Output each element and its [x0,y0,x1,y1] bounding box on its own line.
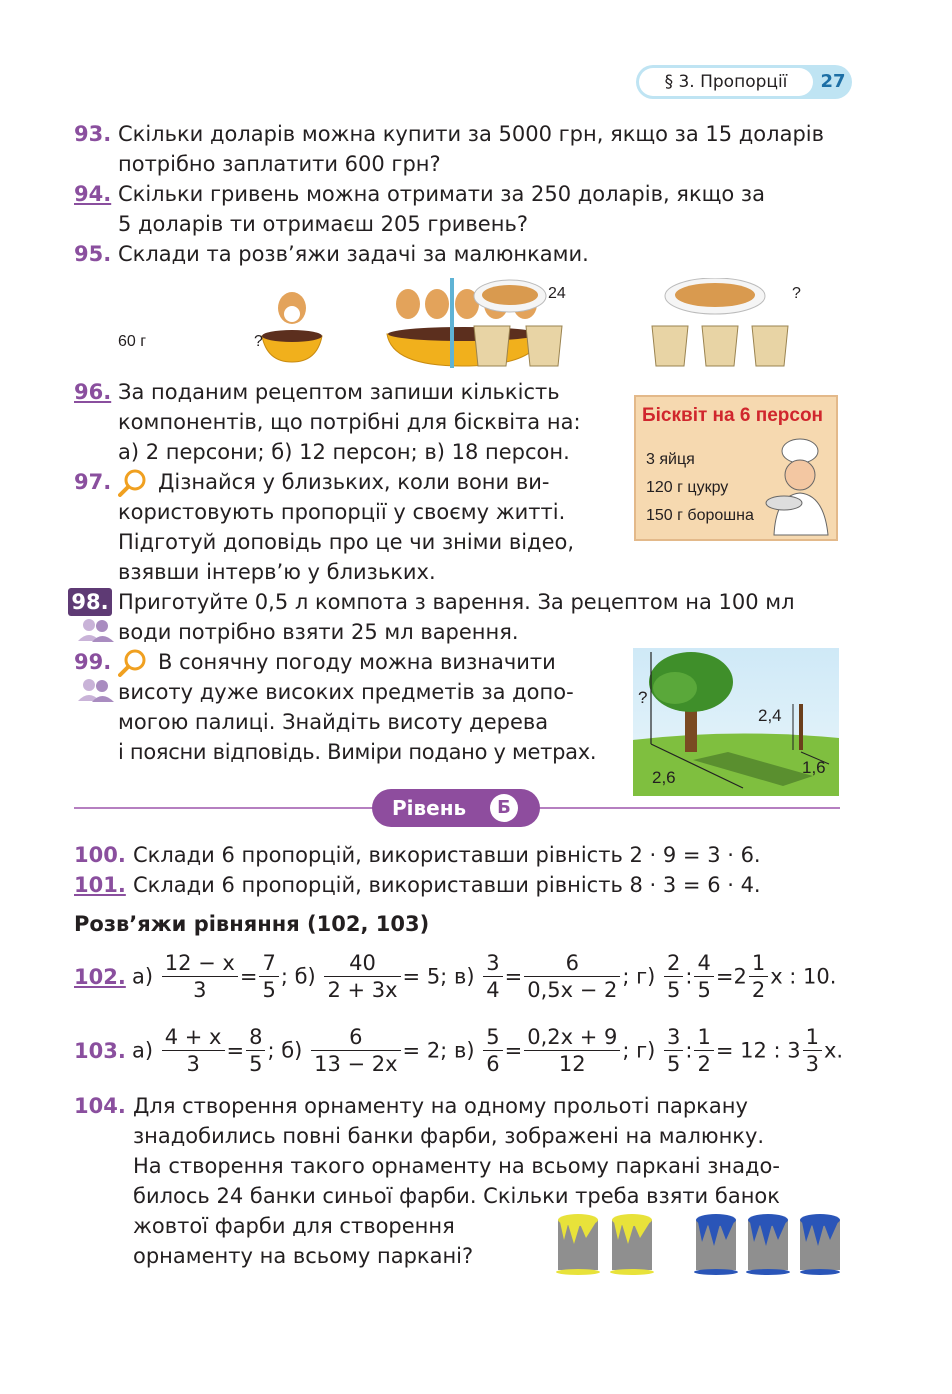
denominator: 13 − 2x [311,1050,400,1077]
group-work-icon [76,617,116,643]
eq-label: в) [453,964,475,989]
fraction [162,950,238,1003]
problem-95-line1: Склади та розв’яжи задачі за малюнками. [118,242,589,266]
stick-height-label: 2,4 [758,706,782,725]
fraction [259,950,278,1003]
yellow-paint-can-icon [556,1214,600,1275]
problem-97-line3: Підготуй доповідь про це чи зніми відео, [118,530,575,554]
numerator: 6 [349,1025,363,1049]
eq-tail: x. [824,1038,844,1063]
page-header [636,65,852,99]
numerator: 7 [262,951,276,975]
problem-104-line6: орнаменту на всьому паркані? [133,1244,474,1268]
problem-94-line1: Скільки гривень можна отримати за 250 доларів, якщо за [118,182,765,206]
problem-104-line3: На створення такого орнаменту на всьому паркані знадо- [133,1154,780,1178]
eq-label: а) [132,1038,154,1063]
fraction [664,950,683,1003]
problem-99-line4: і поясни відповідь. Виміри подано у метрах. [118,740,597,764]
denominator: 3 [803,1050,822,1077]
group-work-icon [76,677,116,703]
denominator: 5 [664,1050,683,1077]
numerator: 4 + x [164,1025,222,1049]
problem-number-98: 98. [68,588,112,616]
recipe-item: 120 г цукру [646,479,729,496]
problem-99-line1: В сонячну погоду можна визначити [158,650,556,674]
hamster-label-1: 60 г [118,333,147,350]
magnifier-icon [118,649,148,677]
magnifier-icon [118,469,148,497]
fraction [483,950,502,1003]
denominator: 5 [694,976,713,1003]
yellow-paint-can-icon [610,1214,654,1275]
problem-96-line2: компонентів, що потрібні для бісквіта на: [118,410,581,434]
section-title: § 3. Пропорції [639,68,813,96]
numerator: 0,2x + 9 [527,1025,618,1049]
denominator: 2 [694,1050,713,1077]
problem-100-text: Склади 6 пропорцій, використавши рівність 2 · 9 = 3 · 6. [133,843,761,867]
chef-icon [762,437,836,537]
eq-rhs: = 2; [402,1038,448,1063]
recipe-item: 3 яйця [646,451,695,468]
numerator: 1 [751,951,766,975]
problem-97-line4: взявши інтерв’ю у близьких. [118,560,436,584]
problem-94-line2: 5 доларів ти отримаєш 205 гривень? [118,212,528,236]
blue-paint-can-icon [746,1214,790,1275]
problem-number-102[interactable]: 102. [74,965,126,989]
problem-number-95: 95. [74,242,112,266]
numerator: 1 [805,1025,819,1049]
problem-95-illustration [112,278,842,372]
numerator: 8 [249,1025,263,1049]
recipe-item: 150 г борошна [646,507,754,524]
hamster-label-2: ? [254,333,263,350]
problem-96-line3: а) 2 персони; б) 12 персон; в) 18 персон. [118,440,570,464]
problem-number-103: 103. [74,1039,126,1063]
eq-label: в) [453,1038,475,1063]
blue-paint-can-icon [694,1214,738,1275]
problem-99-line2: висоту дуже високих предметів за допо- [118,680,574,704]
equations-103: а) $\frac{4 + x}{3}$ = $\frac{8}{5}$ ; б) $\frac{6}{13 - 2x}$ = 2; в) $\frac{5}{6}$ = $\frac{0,2x + 9}{12}$ ; г) $\frac{3}{5}$ : $\frac{1}{2}$ = 12 : 3 $\frac{1}{3}$ x. [132,1025,844,1076]
fraction [246,1024,265,1077]
fraction [324,950,400,1003]
page-number: 27 [820,71,846,92]
eq-label: ; б) [267,1038,303,1063]
numerator: 2 [667,951,681,975]
denominator: 6 [483,1050,502,1077]
denominator: 0,5x − 2 [524,976,620,1003]
recipe-card [634,395,838,541]
problem-98-line2: води потрібно взяти 25 мл варення. [118,620,519,644]
fraction [311,1024,400,1077]
denominator: 5 [664,976,683,1003]
stick-shadow-label: 1,6 [802,758,826,777]
problem-104-line2: знадобились повні банки фарби, зображені на малюнку. [133,1124,765,1148]
problem-number-97: 97. [74,470,112,494]
eq-tail: x : 10. [770,964,837,989]
section-heading: Розв’яжи рівняння (102, 103) [74,912,430,936]
fraction [694,1024,713,1077]
tree-shadow-label: 2,6 [652,768,676,787]
level-badge [372,789,540,827]
denominator: 3 [162,976,238,1003]
problem-104-line1: Для створення орнаменту на одному прольоті паркану [133,1094,748,1118]
problem-104-line5: жовтої фарби для створення [133,1214,455,1238]
eq-label: ; б) [280,964,316,989]
problem-number-93: 93. [74,122,112,146]
eq-mid: = 12 : 3 [715,1038,801,1063]
numerator: 6 [565,951,579,975]
level-label: Рівень [392,796,467,820]
fraction [483,1024,502,1077]
numerator: 4 [697,951,711,975]
blue-paint-can-icon [800,1214,840,1275]
denominator: 3 [162,1050,225,1077]
numerator: 3 [486,951,500,975]
problem-98-line1: Приготуйте 0,5 л компота з варення. За рецептом на 100 мл [118,590,795,614]
fraction [749,950,768,1003]
numerator: 3 [667,1025,681,1049]
hamster-icon [278,292,306,324]
denominator: 2 + 3x [324,976,400,1003]
cookies-label-1: 24 [548,285,566,302]
mixed-whole: 2 [733,964,747,989]
fraction [524,1024,620,1077]
paint-cans-illustration [552,1210,842,1278]
numerator: 1 [697,1025,711,1049]
problem-99-line3: могою палиці. Знайдіть висоту дерева [118,710,549,734]
problem-96-line1: За поданим рецептом запиши кількість [118,380,560,404]
fraction [803,1024,822,1077]
tree-height-label: ? [638,688,648,707]
eq-label: ; г) [622,1038,656,1063]
denominator: 5 [259,976,278,1003]
denominator: 12 [524,1050,620,1077]
cookies-label-2: ? [792,285,801,302]
denominator: 4 [483,976,502,1003]
problem-104-line4: билось 24 банки синьої фарби. Скільки треба взяти банок [133,1184,780,1208]
fraction [664,1024,683,1077]
problem-number-100: 100. [74,843,126,867]
recipe-title: Бісквіт на 6 персон [642,405,824,426]
problem-number-104: 104. [74,1094,126,1118]
fraction [524,950,620,1003]
problem-93-line2: потрібно заплатити 600 грн? [118,152,441,176]
problem-number-99: 99. [74,650,112,674]
fraction [694,950,713,1003]
eq-label: а) [132,964,154,989]
problem-number-96[interactable]: 96. [74,380,112,404]
problem-97-line1: Дізнайся у близьких, коли вони ви- [158,470,550,494]
problem-number-94[interactable]: 94. [74,182,112,206]
problem-97-line2: користовують пропорції у своєму житті. [118,500,566,524]
eq-label: ; г) [622,964,656,989]
eq-rhs: = 5; [402,964,448,989]
denominator: 5 [246,1050,265,1077]
problem-number-101[interactable]: 101. [74,873,126,897]
numerator: 40 [349,951,376,975]
problem-101-text: Склади 6 пропорцій, використавши рівність 8 · 3 = 6 · 4. [133,873,761,897]
level-letter: Б [490,794,518,822]
problem-93-line1: Скільки доларів можна купити за 5000 грн, якщо за 15 доларів [118,122,824,146]
equations-102: а) $\frac{12 - x}{3}$ = $\frac{7}{5}$ ; б) $\frac{40}{2 + 3x}$ = 5; в) $\frac{3}{4}$ = $\frac{6}{0,5x - 2}$ ; г) $\frac{2}{5}$ : $\frac{4}{5}$ =2 $\frac{1}{2}$ x : 10. [132,951,837,1002]
denominator: 2 [749,976,768,1003]
numerator: 5 [486,1025,500,1049]
numerator: 12 − x [164,951,235,975]
fraction [162,1024,225,1077]
